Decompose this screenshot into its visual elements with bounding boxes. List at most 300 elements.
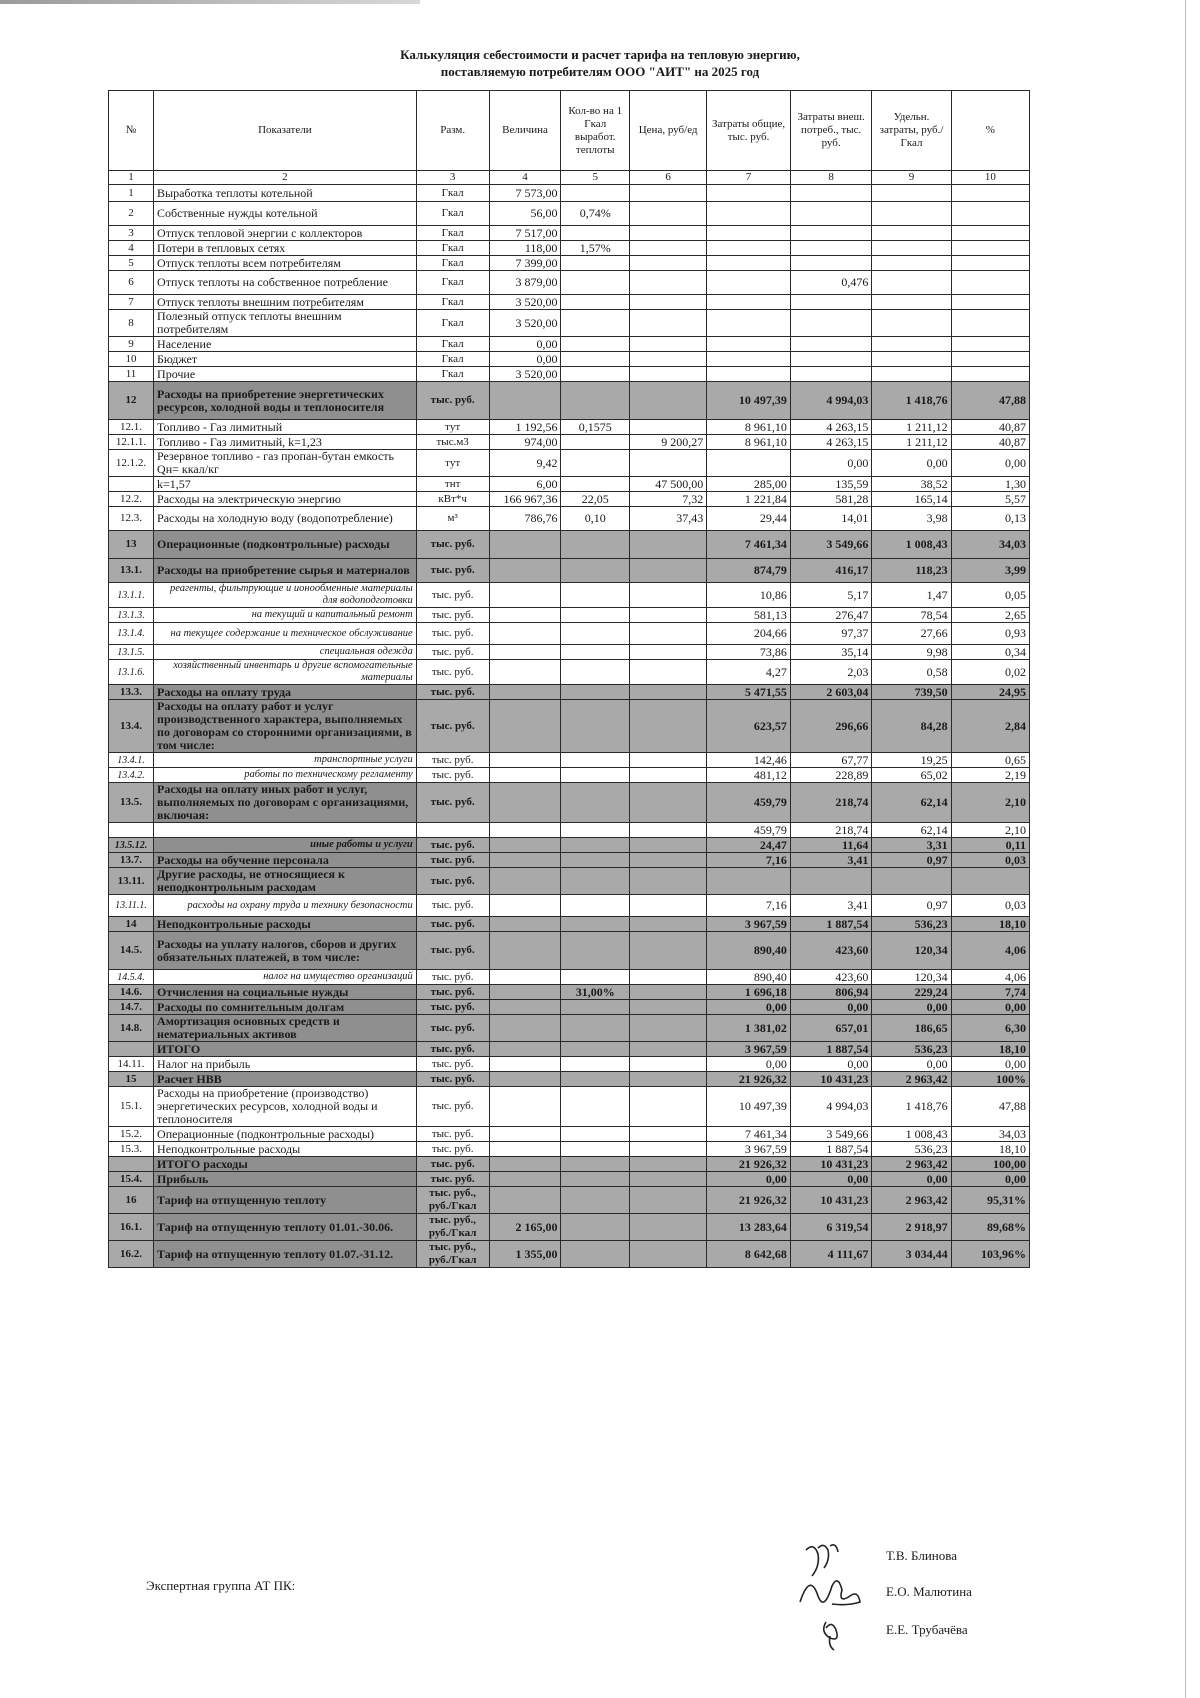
row-percent [951,310,1029,337]
row-price [630,868,707,895]
row-indicator: Операционные (подконтрольные) расходы [154,531,417,559]
header-specific-cost: Удельн. затраты, руб./Гкал [872,91,951,171]
row-value [489,382,561,420]
row-unit: тыс. руб. [416,895,489,917]
table-row [109,420,1030,435]
row-price [630,382,707,420]
row-price [630,1187,707,1214]
row-percent: 40,87 [951,435,1029,450]
row-number: 2 [109,202,154,226]
row-qty-per-gcal [561,868,630,895]
table-row [109,753,1030,768]
row-number: 14.7. [109,1000,154,1015]
row-qty-per-gcal: 22,05 [561,492,630,507]
signatures-scribble [796,1540,886,1660]
row-number: 16.2. [109,1241,154,1268]
row-unit: тыс. руб. [416,608,489,623]
row-price [630,753,707,768]
row-price [630,895,707,917]
row-indicator: ИТОГО [154,1042,417,1057]
row-external-cost: 416,17 [790,559,871,583]
row-external-cost: 228,89 [790,768,871,783]
row-specific-cost [872,256,951,271]
row-price [630,367,707,382]
row-qty-per-gcal [561,753,630,768]
row-external-cost: 4 263,15 [790,420,871,435]
row-price [630,1000,707,1015]
row-external-cost: 4 263,15 [790,435,871,450]
row-percent: 7,74 [951,985,1029,1000]
row-value [489,970,561,985]
row-external-cost: 67,77 [790,753,871,768]
table-row [109,1172,1030,1187]
row-total-cost: 1 221,84 [707,492,791,507]
row-value [489,783,561,823]
row-price [630,1042,707,1057]
row-indicator: реагенты, фильтрующие и ионообменные материалы для водоподготовки [154,583,417,608]
row-unit: тыс. руб. [416,753,489,768]
row-specific-cost [872,868,951,895]
row-indicator: Расходы на оплату работ и услуг производственного характера, выполняемых по договорам со сторонними организациями, в том числе: [154,700,417,753]
row-indicator: Собственные нужды котельной [154,202,417,226]
row-total-cost: 204,66 [707,623,791,645]
row-indicator: Расходы на уплату налогов, сборов и других обязательных платежей, в том числе: [154,932,417,970]
row-external-cost: 2,03 [790,660,871,685]
row-external-cost: 4 994,03 [790,382,871,420]
row-value [489,1127,561,1142]
row-indicator: Население [154,337,417,352]
row-qty-per-gcal [561,1187,630,1214]
row-external-cost: 0,00 [790,1172,871,1187]
row-external-cost: 11,64 [790,838,871,853]
row-value: 6,00 [489,477,561,492]
row-qty-per-gcal [561,352,630,367]
table-row [109,226,1030,241]
row-indicator: транспортные услуги [154,753,417,768]
column-number: 5 [561,171,630,185]
row-number: 13.1. [109,559,154,583]
row-number: 12.1.2. [109,450,154,477]
row-qty-per-gcal [561,583,630,608]
table-row [109,352,1030,367]
row-value: 9,42 [489,450,561,477]
row-specific-cost: 19,25 [872,753,951,768]
row-percent [951,256,1029,271]
row-number: 9 [109,337,154,352]
row-unit: тыс. руб. [416,1072,489,1087]
row-value [489,1015,561,1042]
row-indicator: Прочие [154,367,417,382]
row-total-cost: 73,86 [707,645,791,660]
table-row [109,531,1030,559]
row-external-cost: 0,00 [790,450,871,477]
row-indicator: работы по техническому регламенту [154,768,417,783]
row-value [489,838,561,853]
row-external-cost: 135,59 [790,477,871,492]
row-percent [951,271,1029,295]
signatory-name: Т.В. Блинова [886,1548,957,1563]
header-unit: Разм. [416,91,489,171]
row-value: 1 355,00 [489,1241,561,1268]
row-indicator: Отпуск тепловой энергии с коллекторов [154,226,417,241]
row-value: 7 573,00 [489,185,561,202]
table-row [109,1157,1030,1172]
row-percent: 2,19 [951,768,1029,783]
row-external-cost [790,256,871,271]
row-indicator: Тариф на отпущенную теплоту [154,1187,417,1214]
row-percent: 0,65 [951,753,1029,768]
row-number: 13.1.5. [109,645,154,660]
row-number: 13.1.4. [109,623,154,645]
row-unit: Гкал [416,367,489,382]
row-total-cost: 1 696,18 [707,985,791,1000]
row-price [630,768,707,783]
table-row [109,1042,1030,1057]
row-specific-cost: 65,02 [872,768,951,783]
row-price [630,226,707,241]
table-row [109,256,1030,271]
row-specific-cost [872,310,951,337]
row-indicator: на текущий и капитальный ремонт [154,608,417,623]
row-price [630,420,707,435]
row-total-cost: 21 926,32 [707,1072,791,1087]
row-indicator: Отпуск теплоты всем потребителям [154,256,417,271]
row-total-cost: 3 967,59 [707,917,791,932]
row-value [489,1187,561,1214]
row-number: 13.1.3. [109,608,154,623]
row-price [630,783,707,823]
row-total-cost: 7,16 [707,895,791,917]
row-qty-per-gcal [561,932,630,970]
row-total-cost: 8 642,68 [707,1241,791,1268]
header-external-cost: Затраты внеш. потреб., тыс. руб. [790,91,871,171]
row-price [630,559,707,583]
row-qty-per-gcal [561,226,630,241]
row-percent: 6,30 [951,1015,1029,1042]
row-unit: Гкал [416,352,489,367]
row-unit: тыс. руб. [416,1042,489,1057]
table-row [109,185,1030,202]
row-external-cost: 423,60 [790,970,871,985]
table-row [109,559,1030,583]
row-value [489,583,561,608]
row-unit: тыс.м3 [416,435,489,450]
table-row [109,932,1030,970]
row-qty-per-gcal [561,1072,630,1087]
row-unit: тыс. руб. [416,623,489,645]
row-price: 7,32 [630,492,707,507]
row-unit: Гкал [416,310,489,337]
row-value [489,753,561,768]
row-specific-cost: 536,23 [872,1042,951,1057]
row-total-cost: 481,12 [707,768,791,783]
row-indicator: Расходы на оплату труда [154,685,417,700]
row-total-cost: 1 381,02 [707,1015,791,1042]
row-external-cost [790,337,871,352]
row-specific-cost: 1 211,12 [872,435,951,450]
row-value: 0,00 [489,352,561,367]
row-indicator: Неподконтрольные расходы [154,1142,417,1157]
row-indicator: налог на имущество организаций [154,970,417,985]
scan-edge [0,0,420,4]
row-external-cost: 2 603,04 [790,685,871,700]
row-qty-per-gcal [561,853,630,868]
row-qty-per-gcal [561,1214,630,1241]
row-specific-cost: 1 008,43 [872,531,951,559]
row-total-cost: 142,46 [707,753,791,768]
row-external-cost [790,241,871,256]
row-percent: 0,93 [951,623,1029,645]
table-row [109,1087,1030,1127]
row-unit: тыс. руб. [416,853,489,868]
row-qty-per-gcal [561,783,630,823]
row-total-cost: 890,40 [707,932,791,970]
row-indicator: Расчет НВВ [154,1072,417,1087]
row-indicator: Неподконтрольные расходы [154,917,417,932]
table-row [109,1015,1030,1042]
row-indicator: хозяйственный инвентарь и другие вспомогательные материалы [154,660,417,685]
row-qty-per-gcal [561,450,630,477]
row-indicator: расходы на охрану труда и технику безопасности [154,895,417,917]
row-value: 1 192,56 [489,420,561,435]
table-row [109,970,1030,985]
row-price [630,271,707,295]
row-external-cost: 4 111,67 [790,1241,871,1268]
row-price [630,1057,707,1072]
row-percent: 100% [951,1072,1029,1087]
row-unit: кВт*ч [416,492,489,507]
row-percent: 47,88 [951,382,1029,420]
row-number: 13.11. [109,868,154,895]
row-percent: 0,00 [951,1057,1029,1072]
row-number: 13.4.2. [109,768,154,783]
row-price [630,685,707,700]
table-row [109,1142,1030,1157]
row-indicator: Расходы на оплату иных работ и услуг, выполняемых по договорам с организациями, включая: [154,783,417,823]
row-value: 118,00 [489,241,561,256]
row-total-cost [707,271,791,295]
row-price [630,917,707,932]
row-price [630,660,707,685]
row-percent [951,226,1029,241]
row-percent: 2,10 [951,823,1029,838]
row-indicator: Амортизация основных средств и нематериальных активов [154,1015,417,1042]
row-unit: тыс. руб. [416,700,489,753]
row-total-cost: 890,40 [707,970,791,985]
row-external-cost [790,226,871,241]
row-unit: Гкал [416,271,489,295]
row-percent: 4,06 [951,932,1029,970]
row-indicator: Расходы на приобретение сырья и материалов [154,559,417,583]
row-percent: 5,57 [951,492,1029,507]
row-value [489,1000,561,1015]
row-price [630,256,707,271]
row-total-cost: 0,00 [707,1000,791,1015]
row-external-cost: 0,00 [790,1057,871,1072]
row-value [489,1087,561,1127]
header-qty-per-gcal: Кол-во на 1 Гкал выработ. теплоты [561,91,630,171]
row-indicator: специальная одежда [154,645,417,660]
row-number: 11 [109,367,154,382]
row-external-cost: 657,01 [790,1015,871,1042]
table-row [109,853,1030,868]
row-unit: тыс. руб. [416,970,489,985]
row-price [630,985,707,1000]
row-price [630,838,707,853]
row-total-cost: 874,79 [707,559,791,583]
row-percent: 34,03 [951,531,1029,559]
row-external-cost: 6 319,54 [790,1214,871,1241]
row-price [630,241,707,256]
table-row [109,367,1030,382]
row-specific-cost: 536,23 [872,1142,951,1157]
row-qty-per-gcal [561,1000,630,1015]
row-percent: 103,96% [951,1241,1029,1268]
table-row [109,241,1030,256]
table-row [109,1000,1030,1015]
row-unit: тыс. руб. [416,1172,489,1187]
row-external-cost: 4 994,03 [790,1087,871,1127]
row-price [630,1015,707,1042]
row-percent: 89,68% [951,1214,1029,1241]
table-row [109,492,1030,507]
row-external-cost: 0,00 [790,1000,871,1015]
row-unit: тыс. руб. [416,932,489,970]
row-percent: 4,06 [951,970,1029,985]
row-percent: 1,30 [951,477,1029,492]
table-row [109,337,1030,352]
row-indicator: Расходы на приобретение энергетических ресурсов, холодной воды и теплоносителя [154,382,417,420]
row-percent: 0,02 [951,660,1029,685]
row-value [489,932,561,970]
row-indicator: k=1,57 [154,477,417,492]
row-number: 13 [109,531,154,559]
row-percent: 95,31% [951,1187,1029,1214]
row-number: 13.1.6. [109,660,154,685]
row-specific-cost: 739,50 [872,685,951,700]
row-value [489,868,561,895]
row-indicator: Другие расходы, не относящиеся к неподконтрольным расходам [154,868,417,895]
table-row [109,1057,1030,1072]
row-total-cost: 10,86 [707,583,791,608]
row-indicator: Полезный отпуск теплоты внешним потребителям [154,310,417,337]
row-external-cost: 218,74 [790,783,871,823]
row-price: 47 500,00 [630,477,707,492]
row-total-cost: 285,00 [707,477,791,492]
row-value [489,1057,561,1072]
row-percent: 0,13 [951,507,1029,531]
row-number: 7 [109,295,154,310]
document-title [0,46,1200,80]
row-specific-cost [872,352,951,367]
table-body [109,185,1030,1268]
table-row [109,1127,1030,1142]
row-specific-cost: 0,97 [872,853,951,868]
row-price [630,337,707,352]
row-qty-per-gcal [561,623,630,645]
row-number [109,1042,154,1057]
row-price [630,1172,707,1187]
row-unit: Гкал [416,226,489,241]
row-total-cost: 7 461,34 [707,531,791,559]
row-price [630,1157,707,1172]
row-specific-cost: 1 418,76 [872,382,951,420]
row-total-cost: 5 471,55 [707,685,791,700]
row-unit: тыс. руб. [416,1087,489,1127]
row-value [489,531,561,559]
row-qty-per-gcal [561,310,630,337]
row-external-cost: 806,94 [790,985,871,1000]
row-indicator: Тариф на отпущенную теплоту 01.01.-30.06. [154,1214,417,1241]
row-value [489,823,561,838]
row-qty-per-gcal [561,685,630,700]
row-external-cost [790,352,871,367]
row-value: 3 520,00 [489,310,561,337]
row-percent: 0,34 [951,645,1029,660]
row-price [630,310,707,337]
row-unit: тнт [416,477,489,492]
row-indicator: Бюджет [154,352,417,367]
row-number: 13.4. [109,700,154,753]
column-number: 4 [489,171,561,185]
row-external-cost: 97,37 [790,623,871,645]
row-value [489,559,561,583]
row-specific-cost: 2 963,42 [872,1157,951,1172]
row-qty-per-gcal [561,768,630,783]
row-number: 12.1.1. [109,435,154,450]
header-indicator: Показатели [154,91,417,171]
row-number: 12.1. [109,420,154,435]
row-percent: 18,10 [951,1142,1029,1157]
row-value [489,768,561,783]
row-unit: тыс. руб., руб./Гкал [416,1187,489,1214]
row-indicator: Топливо - Газ лимитный, k=1,23 [154,435,417,450]
row-total-cost [707,295,791,310]
row-value [489,895,561,917]
row-specific-cost: 27,66 [872,623,951,645]
row-specific-cost: 78,54 [872,608,951,623]
row-external-cost: 423,60 [790,932,871,970]
row-indicator: Отчисления на социальные нужды [154,985,417,1000]
row-specific-cost [872,241,951,256]
row-percent: 100,00 [951,1157,1029,1172]
row-number: 12.3. [109,507,154,531]
row-percent: 47,88 [951,1087,1029,1127]
row-total-cost [707,256,791,271]
row-value: 0,00 [489,337,561,352]
row-number: 15.4. [109,1172,154,1187]
row-external-cost: 218,74 [790,823,871,838]
row-external-cost: 14,01 [790,507,871,531]
row-percent: 0,03 [951,853,1029,868]
row-percent [951,295,1029,310]
row-total-cost: 4,27 [707,660,791,685]
row-total-cost: 21 926,32 [707,1157,791,1172]
row-external-cost [790,202,871,226]
row-price [630,352,707,367]
row-external-cost: 3 549,66 [790,531,871,559]
row-indicator: Расходы на обучение персонала [154,853,417,868]
row-percent: 0,00 [951,1172,1029,1187]
row-qty-per-gcal [561,185,630,202]
row-qty-per-gcal [561,608,630,623]
row-value: 3 520,00 [489,367,561,382]
row-price [630,932,707,970]
row-total-cost: 21 926,32 [707,1187,791,1214]
row-specific-cost: 1 211,12 [872,420,951,435]
row-external-cost [790,310,871,337]
row-number: 14.8. [109,1015,154,1042]
